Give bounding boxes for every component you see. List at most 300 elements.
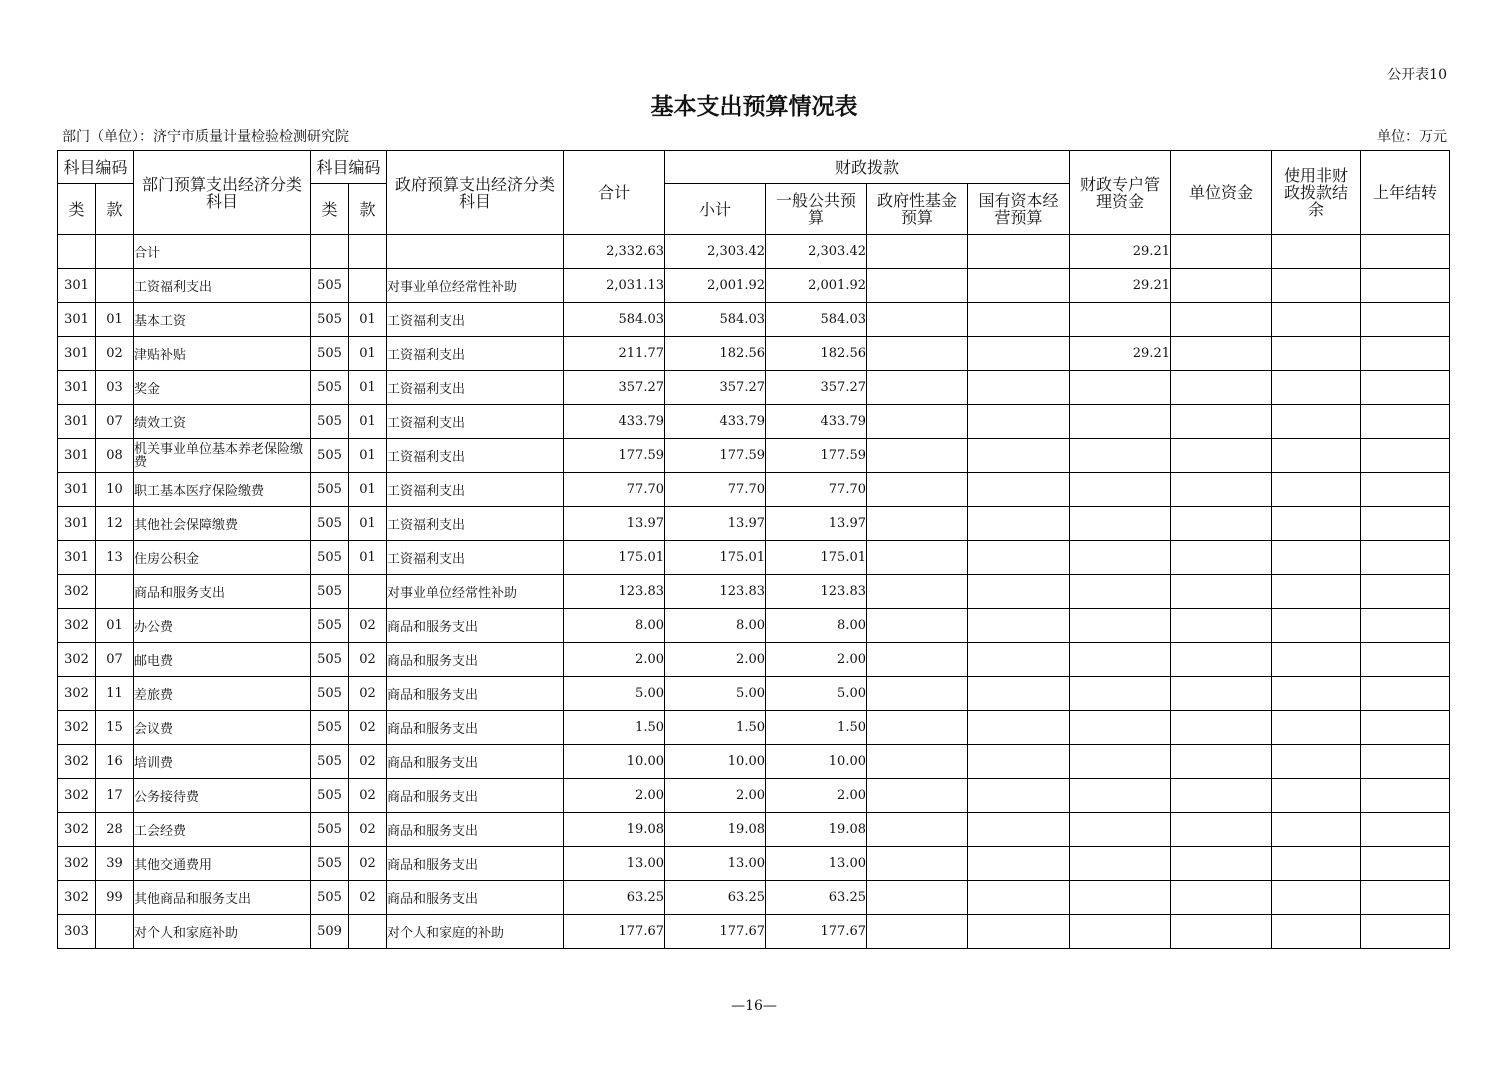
carryover-cell xyxy=(1361,575,1450,609)
gov-subject-cell: 工资福利支出 xyxy=(387,371,564,405)
non-fiscal-cell xyxy=(1272,745,1361,779)
subtotal-cell: 177.67 xyxy=(665,915,766,949)
subtotal-cell: 357.27 xyxy=(665,371,766,405)
total-cell: 211.77 xyxy=(564,337,665,371)
gov-item-cell xyxy=(349,575,387,609)
form-number: 公开表10 xyxy=(1387,67,1447,83)
subtotal-cell: 8.00 xyxy=(665,609,766,643)
total-cell: 5.00 xyxy=(564,677,665,711)
special-funds-cell xyxy=(1070,473,1171,507)
state-capital-cell xyxy=(968,269,1070,303)
gov-subject-cell: 对事业单位经常性补助 xyxy=(387,575,564,609)
dept-class-cell: 302 xyxy=(58,711,96,745)
carryover-cell xyxy=(1361,507,1450,541)
non-fiscal-cell xyxy=(1272,405,1361,439)
gov-class-cell: 505 xyxy=(311,711,349,745)
header-total: 合计 xyxy=(564,151,665,235)
gov-subject-cell: 商品和服务支出 xyxy=(387,677,564,711)
general-budget-cell: 19.08 xyxy=(766,813,867,847)
non-fiscal-cell xyxy=(1272,541,1361,575)
dept-item-cell: 10 xyxy=(96,473,134,507)
table-row xyxy=(58,541,1450,575)
non-fiscal-cell xyxy=(1272,337,1361,371)
dept-class-cell: 301 xyxy=(58,337,96,371)
gov-subject-cell: 商品和服务支出 xyxy=(387,609,564,643)
general-budget-cell: 357.27 xyxy=(766,371,867,405)
subtotal-cell: 175.01 xyxy=(665,541,766,575)
gov-class-cell: 505 xyxy=(311,745,349,779)
subtotal-cell: 19.08 xyxy=(665,813,766,847)
fund-budget-cell xyxy=(867,337,968,371)
general-budget-cell: 2.00 xyxy=(766,643,867,677)
general-budget-cell: 5.00 xyxy=(766,677,867,711)
general-budget-cell: 8.00 xyxy=(766,609,867,643)
non-fiscal-cell xyxy=(1272,303,1361,337)
table-row xyxy=(58,847,1450,881)
general-budget-cell: 63.25 xyxy=(766,881,867,915)
unit-funds-cell xyxy=(1171,711,1272,745)
fund-budget-cell xyxy=(867,541,968,575)
special-funds-cell: 29.21 xyxy=(1070,235,1171,269)
total-cell: 77.70 xyxy=(564,473,665,507)
fund-budget-cell xyxy=(867,303,968,337)
table-row xyxy=(58,371,1450,405)
carryover-cell xyxy=(1361,813,1450,847)
unit-funds-cell xyxy=(1171,575,1272,609)
fund-budget-cell xyxy=(867,575,968,609)
non-fiscal-cell xyxy=(1272,813,1361,847)
subtotal-cell: 63.25 xyxy=(665,881,766,915)
non-fiscal-cell xyxy=(1272,439,1361,473)
gov-item-cell: 02 xyxy=(349,847,387,881)
subtotal-cell: 10.00 xyxy=(665,745,766,779)
general-budget-cell: 77.70 xyxy=(766,473,867,507)
total-cell: 2.00 xyxy=(564,643,665,677)
non-fiscal-cell xyxy=(1272,609,1361,643)
dept-class-cell: 302 xyxy=(58,745,96,779)
non-fiscal-cell xyxy=(1272,677,1361,711)
gov-item-cell xyxy=(349,235,387,269)
subtotal-cell: 2.00 xyxy=(665,643,766,677)
gov-class-cell: 509 xyxy=(311,915,349,949)
dept-class-cell: 302 xyxy=(58,609,96,643)
gov-class-cell: 505 xyxy=(311,643,349,677)
dept-subject-cell: 商品和服务支出 xyxy=(134,575,311,609)
carryover-cell xyxy=(1361,677,1450,711)
dept-item-cell: 07 xyxy=(96,643,134,677)
state-capital-cell xyxy=(968,507,1070,541)
dept-item-cell: 08 xyxy=(96,439,134,473)
gov-class-cell: 505 xyxy=(311,269,349,303)
dept-item-cell: 03 xyxy=(96,371,134,405)
gov-subject-cell: 工资福利支出 xyxy=(387,337,564,371)
total-cell: 584.03 xyxy=(564,303,665,337)
gov-subject-cell: 对个人和家庭的补助 xyxy=(387,915,564,949)
dept-subject-cell: 工资福利支出 xyxy=(134,269,311,303)
gov-item-cell: 01 xyxy=(349,473,387,507)
state-capital-cell xyxy=(968,915,1070,949)
unit-funds-cell xyxy=(1171,541,1272,575)
gov-item-cell: 02 xyxy=(349,711,387,745)
gov-subject-cell: 商品和服务支出 xyxy=(387,779,564,813)
subtotal-cell: 182.56 xyxy=(665,337,766,371)
unit-funds-cell xyxy=(1171,643,1272,677)
subtotal-cell: 1.50 xyxy=(665,711,766,745)
table-row xyxy=(58,439,1450,473)
fund-budget-cell xyxy=(867,609,968,643)
special-funds-cell xyxy=(1070,813,1171,847)
dept-item-cell: 11 xyxy=(96,677,134,711)
state-capital-cell xyxy=(968,677,1070,711)
unit-funds-cell xyxy=(1171,405,1272,439)
table-row xyxy=(58,813,1450,847)
non-fiscal-cell xyxy=(1272,269,1361,303)
state-capital-cell xyxy=(968,881,1070,915)
gov-class-cell: 505 xyxy=(311,847,349,881)
dept-item-cell: 07 xyxy=(96,405,134,439)
gov-item-cell: 02 xyxy=(349,881,387,915)
gov-class-cell: 505 xyxy=(311,507,349,541)
total-cell: 357.27 xyxy=(564,371,665,405)
gov-item-cell xyxy=(349,915,387,949)
general-budget-cell: 182.56 xyxy=(766,337,867,371)
subtotal-cell: 123.83 xyxy=(665,575,766,609)
general-budget-cell: 433.79 xyxy=(766,405,867,439)
total-cell: 10.00 xyxy=(564,745,665,779)
dept-class-cell: 302 xyxy=(58,881,96,915)
dept-class-cell: 302 xyxy=(58,677,96,711)
total-cell: 175.01 xyxy=(564,541,665,575)
fund-budget-cell xyxy=(867,677,968,711)
general-budget-cell: 175.01 xyxy=(766,541,867,575)
gov-class-cell: 505 xyxy=(311,813,349,847)
subtotal-cell: 2,303.42 xyxy=(665,235,766,269)
fund-budget-cell xyxy=(867,269,968,303)
fund-budget-cell xyxy=(867,405,968,439)
header-special-funds: 财政专户管理资金 xyxy=(1070,151,1171,235)
total-cell: 433.79 xyxy=(564,405,665,439)
department-label: 部门（单位）：济宁市质量计量检验检测研究院 xyxy=(62,129,349,145)
state-capital-cell xyxy=(968,609,1070,643)
unit-funds-cell xyxy=(1171,371,1272,405)
page-title: 基本支出预算情况表 xyxy=(650,94,858,120)
unit-funds-cell xyxy=(1171,915,1272,949)
table-row xyxy=(58,473,1450,507)
carryover-cell xyxy=(1361,541,1450,575)
dept-subject-cell: 其他交通费用 xyxy=(134,847,311,881)
dept-subject-cell: 其他商品和服务支出 xyxy=(134,881,311,915)
fund-budget-cell xyxy=(867,473,968,507)
gov-class-cell: 505 xyxy=(311,337,349,371)
unit-funds-cell xyxy=(1171,439,1272,473)
gov-item-cell xyxy=(349,269,387,303)
gov-item-cell: 02 xyxy=(349,779,387,813)
table-row xyxy=(58,779,1450,813)
gov-class-cell: 505 xyxy=(311,677,349,711)
state-capital-cell xyxy=(968,847,1070,881)
dept-item-cell: 01 xyxy=(96,609,134,643)
non-fiscal-cell xyxy=(1272,881,1361,915)
gov-class-cell: 505 xyxy=(311,609,349,643)
table-row xyxy=(58,643,1450,677)
non-fiscal-cell xyxy=(1272,711,1361,745)
dept-item-cell: 02 xyxy=(96,337,134,371)
gov-item-cell: 01 xyxy=(349,439,387,473)
dept-subject-cell: 差旅费 xyxy=(134,677,311,711)
gov-item-cell: 01 xyxy=(349,371,387,405)
subtotal-cell: 13.00 xyxy=(665,847,766,881)
total-cell: 177.59 xyxy=(564,439,665,473)
dept-item-cell: 17 xyxy=(96,779,134,813)
general-budget-cell: 13.00 xyxy=(766,847,867,881)
fund-budget-cell xyxy=(867,507,968,541)
subtotal-cell: 177.59 xyxy=(665,439,766,473)
dept-item-cell: 12 xyxy=(96,507,134,541)
gov-class-cell: 505 xyxy=(311,541,349,575)
special-funds-cell xyxy=(1070,609,1171,643)
state-capital-cell xyxy=(968,745,1070,779)
gov-subject-cell: 商品和服务支出 xyxy=(387,847,564,881)
dept-class-cell: 301 xyxy=(58,303,96,337)
table-row xyxy=(58,269,1450,303)
table-row xyxy=(58,677,1450,711)
state-capital-cell xyxy=(968,439,1070,473)
gov-subject-cell: 工资福利支出 xyxy=(387,439,564,473)
gov-class-cell: 505 xyxy=(311,779,349,813)
special-funds-cell xyxy=(1070,847,1171,881)
special-funds-cell xyxy=(1070,643,1171,677)
carryover-cell xyxy=(1361,439,1450,473)
dept-item-cell: 28 xyxy=(96,813,134,847)
non-fiscal-cell xyxy=(1272,847,1361,881)
dept-item-cell xyxy=(96,269,134,303)
total-cell: 19.08 xyxy=(564,813,665,847)
header-gov-class: 类 xyxy=(311,184,349,235)
special-funds-cell xyxy=(1070,405,1171,439)
table-row xyxy=(58,405,1450,439)
general-budget-cell: 1.50 xyxy=(766,711,867,745)
page-number: —16— xyxy=(731,998,777,1014)
gov-class-cell: 505 xyxy=(311,371,349,405)
fund-budget-cell xyxy=(867,235,968,269)
special-funds-cell xyxy=(1070,745,1171,779)
gov-item-cell: 01 xyxy=(349,337,387,371)
fund-budget-cell xyxy=(867,779,968,813)
fund-budget-cell xyxy=(867,439,968,473)
dept-item-cell: 99 xyxy=(96,881,134,915)
header-subtotal: 小计 xyxy=(665,184,766,235)
general-budget-cell: 10.00 xyxy=(766,745,867,779)
general-budget-cell: 584.03 xyxy=(766,303,867,337)
special-funds-cell: 29.21 xyxy=(1070,337,1171,371)
total-cell: 2,031.13 xyxy=(564,269,665,303)
table-row xyxy=(58,745,1450,779)
header-gov-item: 款 xyxy=(349,184,387,235)
subtotal-cell: 433.79 xyxy=(665,405,766,439)
subtotal-cell: 2.00 xyxy=(665,779,766,813)
subtotal-cell: 584.03 xyxy=(665,303,766,337)
special-funds-cell: 29.21 xyxy=(1070,269,1171,303)
carryover-cell xyxy=(1361,711,1450,745)
total-cell: 13.00 xyxy=(564,847,665,881)
dept-item-cell: 39 xyxy=(96,847,134,881)
unit-funds-cell xyxy=(1171,847,1272,881)
carryover-cell xyxy=(1361,303,1450,337)
state-capital-cell xyxy=(968,575,1070,609)
state-capital-cell xyxy=(968,643,1070,677)
carryover-cell xyxy=(1361,881,1450,915)
fund-budget-cell xyxy=(867,813,968,847)
general-budget-cell: 123.83 xyxy=(766,575,867,609)
non-fiscal-cell xyxy=(1272,507,1361,541)
fund-budget-cell xyxy=(867,711,968,745)
state-capital-cell xyxy=(968,303,1070,337)
special-funds-cell xyxy=(1070,915,1171,949)
gov-item-cell: 01 xyxy=(349,405,387,439)
state-capital-cell xyxy=(968,337,1070,371)
special-funds-cell xyxy=(1070,507,1171,541)
header-fund-budget: 政府性基金预算 xyxy=(867,184,968,235)
unit-funds-cell xyxy=(1171,303,1272,337)
subtotal-cell: 5.00 xyxy=(665,677,766,711)
gov-class-cell: 505 xyxy=(311,405,349,439)
gov-subject-cell: 商品和服务支出 xyxy=(387,745,564,779)
total-cell: 1.50 xyxy=(564,711,665,745)
non-fiscal-cell xyxy=(1272,643,1361,677)
dept-subject-cell: 绩效工资 xyxy=(134,405,311,439)
total-cell: 123.83 xyxy=(564,575,665,609)
dept-item-cell xyxy=(96,915,134,949)
table-row xyxy=(58,507,1450,541)
header-unit-funds: 单位资金 xyxy=(1171,151,1272,235)
state-capital-cell xyxy=(968,711,1070,745)
dept-subject-cell: 机关事业单位基本养老保险缴费 xyxy=(134,439,311,473)
carryover-cell xyxy=(1361,609,1450,643)
gov-item-cell: 02 xyxy=(349,677,387,711)
total-cell: 177.67 xyxy=(564,915,665,949)
unit-funds-cell xyxy=(1171,473,1272,507)
gov-class-cell: 505 xyxy=(311,303,349,337)
dept-subject-cell: 合计 xyxy=(134,235,311,269)
total-cell: 2.00 xyxy=(564,779,665,813)
state-capital-cell xyxy=(968,405,1070,439)
gov-subject-cell: 商品和服务支出 xyxy=(387,881,564,915)
unit-funds-cell xyxy=(1171,745,1272,779)
header-dept-subject: 部门预算支出经济分类科目 xyxy=(134,151,311,235)
special-funds-cell xyxy=(1070,541,1171,575)
non-fiscal-cell xyxy=(1272,575,1361,609)
gov-class-cell: 505 xyxy=(311,575,349,609)
special-funds-cell xyxy=(1070,439,1171,473)
fund-budget-cell xyxy=(867,745,968,779)
dept-item-cell: 13 xyxy=(96,541,134,575)
subtotal-cell: 13.97 xyxy=(665,507,766,541)
dept-subject-cell: 奖金 xyxy=(134,371,311,405)
state-capital-cell xyxy=(968,371,1070,405)
dept-class-cell: 303 xyxy=(58,915,96,949)
unit-funds-cell xyxy=(1171,677,1272,711)
general-budget-cell: 2.00 xyxy=(766,779,867,813)
special-funds-cell xyxy=(1070,677,1171,711)
dept-item-cell xyxy=(96,575,134,609)
special-funds-cell xyxy=(1070,371,1171,405)
carryover-cell xyxy=(1361,779,1450,813)
gov-class-cell: 505 xyxy=(311,439,349,473)
gov-subject-cell xyxy=(387,235,564,269)
dept-class-cell: 302 xyxy=(58,779,96,813)
table-row xyxy=(58,303,1450,337)
table-row xyxy=(58,575,1450,609)
general-budget-cell: 177.59 xyxy=(766,439,867,473)
fund-budget-cell xyxy=(867,881,968,915)
gov-class-cell: 505 xyxy=(311,881,349,915)
table-header xyxy=(58,151,1450,235)
unit-funds-cell xyxy=(1171,881,1272,915)
header-dept-code: 科目编码 xyxy=(58,151,134,184)
dept-subject-cell: 会议费 xyxy=(134,711,311,745)
header-state-capital-budget: 国有资本经营预算 xyxy=(968,184,1070,235)
dept-subject-cell: 培训费 xyxy=(134,745,311,779)
non-fiscal-cell xyxy=(1272,235,1361,269)
gov-item-cell: 02 xyxy=(349,609,387,643)
fund-budget-cell xyxy=(867,643,968,677)
unit-label: 单位：万元 xyxy=(1377,129,1447,145)
non-fiscal-cell xyxy=(1272,915,1361,949)
dept-item-cell: 16 xyxy=(96,745,134,779)
gov-item-cell: 02 xyxy=(349,745,387,779)
dept-class-cell: 302 xyxy=(58,813,96,847)
dept-subject-cell: 津贴补贴 xyxy=(134,337,311,371)
table-row xyxy=(58,235,1450,269)
unit-funds-cell xyxy=(1171,779,1272,813)
dept-subject-cell: 邮电费 xyxy=(134,643,311,677)
table-row xyxy=(58,609,1450,643)
dept-class-cell: 302 xyxy=(58,643,96,677)
total-cell: 2,332.63 xyxy=(564,235,665,269)
dept-class-cell: 301 xyxy=(58,473,96,507)
carryover-cell xyxy=(1361,473,1450,507)
gov-subject-cell: 对事业单位经常性补助 xyxy=(387,269,564,303)
carryover-cell xyxy=(1361,235,1450,269)
gov-subject-cell: 工资福利支出 xyxy=(387,541,564,575)
carryover-cell xyxy=(1361,337,1450,371)
header-gov-subject: 政府预算支出经济分类科目 xyxy=(387,151,564,235)
table-row xyxy=(58,711,1450,745)
state-capital-cell xyxy=(968,813,1070,847)
dept-subject-cell: 其他社会保障缴费 xyxy=(134,507,311,541)
gov-subject-cell: 商品和服务支出 xyxy=(387,813,564,847)
special-funds-cell xyxy=(1070,575,1171,609)
dept-class-cell: 301 xyxy=(58,541,96,575)
total-cell: 63.25 xyxy=(564,881,665,915)
gov-subject-cell: 商品和服务支出 xyxy=(387,643,564,677)
special-funds-cell xyxy=(1070,711,1171,745)
subtotal-cell: 2,001.92 xyxy=(665,269,766,303)
header-carryover: 上年结转 xyxy=(1361,151,1450,235)
special-funds-cell xyxy=(1070,303,1171,337)
fund-budget-cell xyxy=(867,915,968,949)
header-non-fiscal-balance: 使用非财政拨款结余 xyxy=(1272,151,1361,235)
header-fiscal: 财政拨款 xyxy=(665,151,1070,184)
fund-budget-cell xyxy=(867,371,968,405)
unit-funds-cell xyxy=(1171,337,1272,371)
header-dept-class: 类 xyxy=(58,184,96,235)
carryover-cell xyxy=(1361,371,1450,405)
non-fiscal-cell xyxy=(1272,473,1361,507)
gov-item-cell: 01 xyxy=(349,303,387,337)
unit-funds-cell xyxy=(1171,813,1272,847)
carryover-cell xyxy=(1361,847,1450,881)
